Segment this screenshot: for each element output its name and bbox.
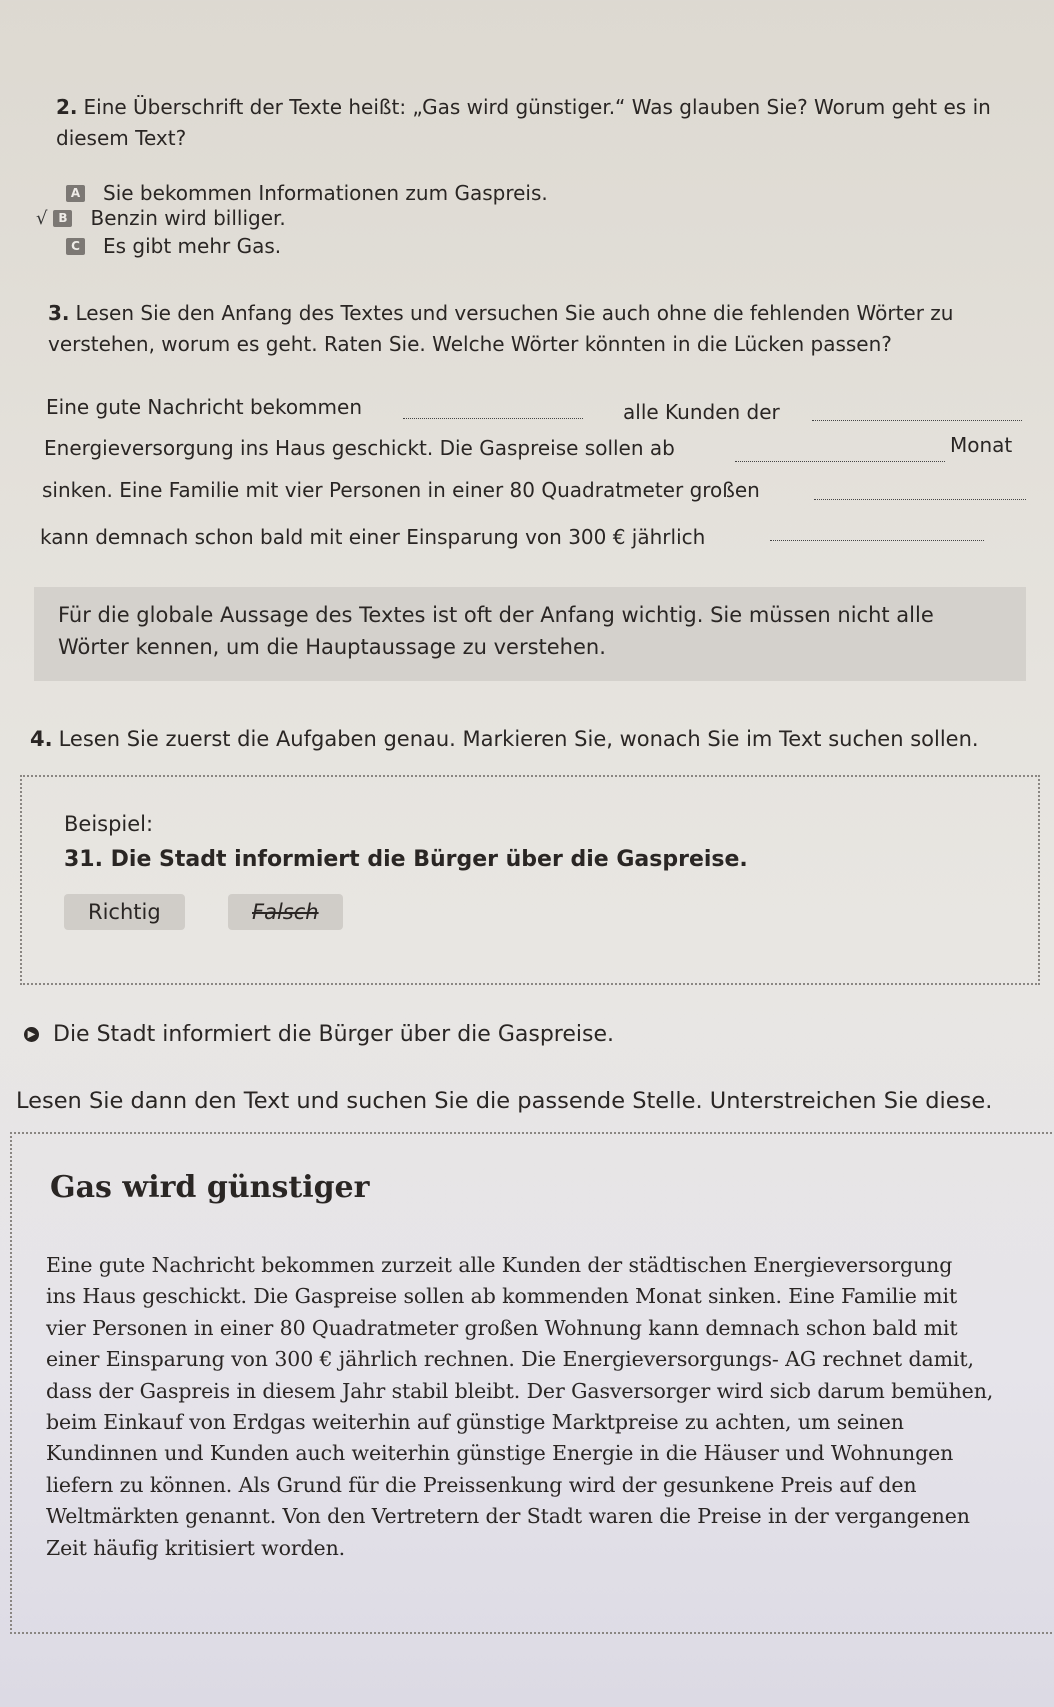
article-line: Kundinnen und Kunden auch weiterhin günstige Energie in die Häuser und Wohnungen <box>46 1441 954 1466</box>
task-4-instruction: 4. Lesen Sie zuerst die Aufgaben genau. Markieren Sie, wonach Sie im Text suchen sollen. <box>30 727 979 751</box>
bullet-statement: ▶ Die Stadt informiert die Bürger über die Gaspreise. <box>24 1022 614 1047</box>
falsch-option[interactable]: Falsch <box>228 894 343 930</box>
task-2-number: 2. <box>56 95 78 119</box>
article-line: beim Einkauf von Erdgas weiterhin auf günstige Marktpreise zu achten, um seinen <box>46 1410 904 1435</box>
article-title: Gas wird günstiger <box>50 1170 370 1205</box>
task-2-question: 2. Eine Überschrift der Texte heißt: „Gas wird günstiger.“ Was glauben Sie? Worum geht es in diesem Text? <box>56 95 991 150</box>
gap-5[interactable] <box>770 520 984 541</box>
task-3-instruction: 3. Lesen Sie den Anfang des Textes und versuchen Sie auch ohne die fehlenden Wörter zu verstehen, worum es geht. Raten Sie. Welche Wörter könnten in die Lücken passen? <box>48 301 954 356</box>
option-a[interactable] <box>66 181 548 205</box>
gap-1[interactable] <box>403 398 583 419</box>
example-statement: 31. Die Stadt informiert die Bürger über die Gaspreise. <box>64 847 748 872</box>
article-line: liefern zu können. Als Grund für die Preissenkung wird der gesunkene Preis auf den <box>46 1472 917 1497</box>
article-line: einer Einsparung von 300 € jährlich rechnen. Die Energieversorgungs- AG rechnet damit, <box>46 1347 974 1372</box>
tip-text: Für die globale Aussage des Textes ist oft der Anfang wichtig. Sie müssen nicht alle Wörter kennen, um die Hauptaussage zu verstehen. <box>58 603 934 659</box>
option-a-badge: A <box>66 185 85 202</box>
example-number: 31. <box>64 847 103 872</box>
tip-box <box>34 587 1026 681</box>
article-body <box>46 1250 1046 1564</box>
option-c-text: Es gibt mehr Gas. <box>103 234 282 258</box>
article-line: vier Personen in einer 80 Quadratmeter großen Wohnung kann demnach schon bald mit <box>46 1315 958 1340</box>
cloze-line-1a: Eine gute Nachricht bekommen <box>46 395 362 419</box>
article-line: Weltmärkten genannt. Von den Vertretern der Stadt waren die Preise in der vergangenen <box>46 1504 970 1529</box>
option-a-text: Sie bekommen Informationen zum Gaspreis. <box>103 181 548 205</box>
article-line: dass der Gaspreis in diesem Jahr stabil bleibt. Der Gasversorger wird sicb darum bemühen, <box>46 1378 994 1403</box>
gap-2[interactable] <box>812 400 1022 421</box>
cloze-line-3: sinken. Eine Familie mit vier Personen in einer 80 Quadratmeter großen <box>42 478 760 502</box>
cloze-line-4: kann demnach schon bald mit einer Einsparung von 300 € jährlich <box>40 525 706 549</box>
cloze-line-2b: Monat <box>950 433 1013 457</box>
read-instruction: Lesen Sie dann den Text und suchen Sie die passende Stelle. Unterstreichen Sie diese. <box>16 1088 993 1114</box>
gap-3[interactable] <box>735 441 945 462</box>
cloze-line-2a: Energieversorgung ins Haus geschickt. Die Gaspreise sollen ab <box>44 436 675 460</box>
option-c-badge: C <box>66 238 85 255</box>
article-line: Zeit häufig kritisiert worden. <box>46 1535 346 1560</box>
option-b-badge: B <box>53 210 72 227</box>
option-c[interactable] <box>66 234 281 258</box>
example-box <box>20 775 1040 985</box>
gap-4[interactable] <box>814 479 1026 500</box>
richtig-option[interactable]: Richtig <box>64 894 185 930</box>
article-line: Eine gute Nachricht bekommen zurzeit alle Kunden der städtischen Energieversorgung <box>46 1253 953 1277</box>
option-b-text: Benzin wird billiger. <box>90 206 286 230</box>
article-line: ins Haus geschickt. Die Gaspreise sollen ab kommenden Monat sinken. Eine Familie mit <box>46 1284 958 1309</box>
cloze-line-1b: alle Kunden der <box>623 400 780 424</box>
task-4-number: 4. <box>30 727 53 751</box>
arrow-bullet-icon: ▶ <box>24 1027 39 1042</box>
example-label: Beispiel: <box>64 812 154 836</box>
option-b[interactable] <box>36 206 286 230</box>
check-mark-icon: √ <box>36 207 48 229</box>
task-3-number: 3. <box>48 301 70 325</box>
